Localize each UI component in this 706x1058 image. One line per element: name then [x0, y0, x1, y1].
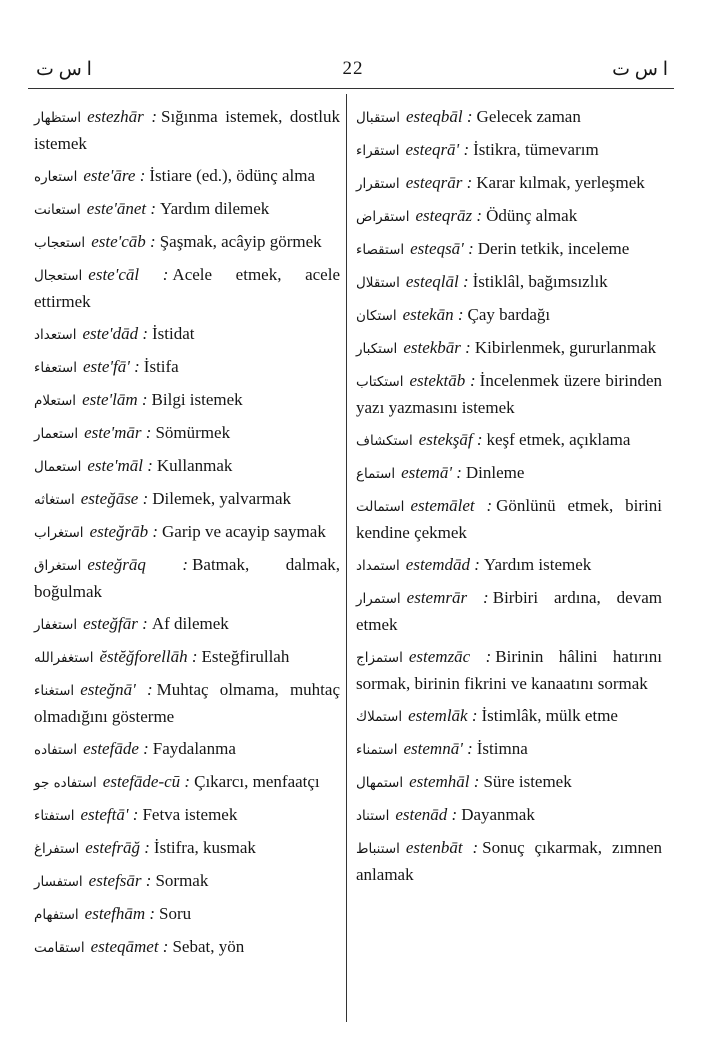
dictionary-entry: [356, 802, 662, 829]
entry-definition: Dilemek, yalvarmak: [152, 489, 292, 508]
dictionary-entry: [356, 644, 662, 697]
dictionary-entry: [356, 427, 662, 454]
entry-definition: Acele etmek, acele ettirmek: [34, 265, 340, 311]
entry-transliteration: esteftā' :: [80, 805, 139, 824]
dictionary-entry: [356, 493, 662, 546]
entry-transliteration: esteğnā' :: [80, 680, 153, 699]
entry-definition: Birinin hâlini hatırını sormak, birinin fikrini ve kanaatını sormak: [356, 647, 662, 693]
entry-transliteration: estefrāğ :: [85, 838, 150, 857]
entry-transliteration: esteqbāl :: [405, 107, 473, 126]
entry-transliteration: estemdād :: [405, 555, 480, 574]
entry-definition: Şaşmak, acâyip görmek: [159, 232, 322, 251]
entry-transliteration: estemālet :: [410, 496, 493, 515]
dictionary-entry: [356, 460, 662, 487]
entry-definition: İstidat: [151, 324, 195, 343]
entry-transliteration: esteqrā' :: [405, 140, 470, 159]
entry-definition: Muhtaç olmama, muhtaç olmadığını gösterme: [34, 680, 340, 726]
entry-arabic-headword: استفسار: [34, 874, 83, 890]
dictionary-entry: [34, 901, 340, 928]
entry-definition: Gönlünü etmek, birini kendine çekmek: [356, 496, 662, 542]
dictionary-entry: [34, 262, 340, 315]
left-column: [34, 104, 340, 967]
entry-arabic-headword: استعفاء: [34, 360, 77, 376]
dictionary-entry: [34, 354, 340, 381]
dictionary-entry: [34, 552, 340, 605]
entry-definition: İstifra, kusmak: [153, 838, 256, 857]
entry-arabic-headword: استكبار: [356, 341, 398, 357]
entry-definition: Yardım istemek: [483, 555, 592, 574]
entry-arabic-headword: استقرار: [356, 176, 400, 192]
entry-transliteration: estezhār :: [87, 107, 157, 126]
entry-arabic-headword: استعمال: [34, 459, 82, 475]
entry-arabic-headword: استماع: [356, 466, 396, 482]
entry-transliteration: esteqrār :: [405, 173, 473, 192]
header-rule: [28, 88, 674, 89]
entry-arabic-headword: استعمار: [34, 426, 79, 442]
entry-arabic-headword: استفهام: [34, 907, 79, 923]
entry-arabic-headword: استعداد: [34, 327, 77, 343]
dictionary-entry: [34, 420, 340, 447]
entry-arabic-headword: استعانت: [34, 202, 81, 218]
dictionary-entry: [356, 835, 662, 888]
entry-definition: Garip ve acayip saymak: [162, 522, 326, 541]
entry-definition: İstimna: [476, 739, 528, 758]
dictionary-entry: [34, 611, 340, 638]
entry-transliteration: esteğāse :: [80, 489, 149, 508]
entry-arabic-headword: استناد: [356, 808, 390, 824]
entry-arabic-headword: استغناء: [34, 683, 75, 699]
entry-transliteration: estemhāl :: [409, 772, 480, 791]
entry-arabic-headword: استغفرالله: [34, 650, 94, 666]
entry-arabic-headword: استقامت: [34, 940, 85, 956]
dictionary-entry: [34, 677, 340, 730]
entry-arabic-headword: استعجاب: [34, 235, 86, 251]
entry-definition: Bilgi istemek: [151, 390, 243, 409]
entry-transliteration: este'fā' :: [82, 357, 140, 376]
header-left-letters: ا س ت: [36, 59, 92, 80]
entry-definition: Sığınma istemek, dostluk istemek: [34, 107, 340, 153]
entry-definition: Dinleme: [465, 463, 525, 482]
dictionary-entry: [356, 137, 662, 164]
entry-definition: Birbiri ardına, devam etmek: [356, 588, 662, 634]
dictionary-entry: [34, 453, 340, 480]
entry-arabic-headword: استملاك: [356, 709, 403, 725]
entry-definition: Derin tetkik, inceleme: [477, 239, 630, 258]
entry-transliteration: estemzāc :: [408, 647, 492, 666]
dictionary-entry: [34, 196, 340, 223]
dictionary-entry: [34, 387, 340, 414]
dictionary-entry: [34, 321, 340, 348]
entry-transliteration: estekbār :: [403, 338, 471, 357]
entry-arabic-headword: استقلال: [356, 275, 400, 291]
dictionary-entry: [34, 104, 340, 157]
entry-definition: Karar kılmak, yerleşmek: [476, 173, 645, 192]
entry-transliteration: estemrār :: [406, 588, 489, 607]
column-divider: [346, 94, 347, 1022]
entry-definition: Süre istemek: [483, 772, 572, 791]
dictionary-entry: [34, 519, 340, 546]
entry-transliteration: este'māl :: [87, 456, 153, 475]
entry-arabic-headword: استكشاف: [356, 433, 413, 449]
entry-transliteration: estektāb :: [409, 371, 476, 390]
entry-arabic-headword: استغفار: [34, 617, 78, 633]
entry-transliteration: esteqrāz :: [415, 206, 483, 225]
entry-arabic-headword: استمزاج: [356, 650, 403, 666]
entry-definition: Kibirlenmek, gururlanmak: [474, 338, 657, 357]
dictionary-entry: [356, 269, 662, 296]
entry-definition: Yardım dilemek: [160, 199, 270, 218]
dictionary-entry: [356, 769, 662, 796]
entry-arabic-headword: استقراض: [356, 209, 410, 225]
entry-arabic-headword: استفراغ: [34, 841, 80, 857]
entry-definition: Esteğfirullah: [201, 647, 290, 666]
dictionary-entry: [34, 934, 340, 961]
entry-transliteration: este'cāb :: [91, 232, 156, 251]
entry-arabic-headword: استمداد: [356, 558, 400, 574]
entry-definition: Sormak: [155, 871, 209, 890]
entry-transliteration: esteğfār :: [83, 614, 148, 633]
entry-arabic-headword: استعاره: [34, 169, 78, 185]
entry-transliteration: este'ānet :: [86, 199, 157, 218]
dictionary-entry: [34, 868, 340, 895]
dictionary-entry: [34, 486, 340, 513]
entry-transliteration: estenbāt :: [405, 838, 479, 857]
dictionary-entry: [356, 170, 662, 197]
entry-arabic-headword: استكان: [356, 308, 397, 324]
entry-transliteration: estefhām :: [84, 904, 156, 923]
entry-definition: Sonuç çıkarmak, zımnen anlamak: [356, 838, 662, 884]
right-column: [356, 104, 662, 894]
entry-definition: İstiklâl, bağımsızlık: [472, 272, 608, 291]
entry-definition: Çay bardağı: [467, 305, 551, 324]
entry-arabic-headword: استقصاء: [356, 242, 405, 258]
entry-transliteration: este'dād :: [82, 324, 148, 343]
entry-definition: İstimlâk, mülk etme: [481, 706, 618, 725]
entry-definition: İstifa: [143, 357, 179, 376]
entry-transliteration: ĕstĕğforellāh :: [99, 647, 198, 666]
entry-transliteration: este'cāl :: [88, 265, 169, 284]
entry-definition: Kullanmak: [156, 456, 233, 475]
entry-arabic-headword: استعلام: [34, 393, 77, 409]
entry-transliteration: estefāde :: [83, 739, 149, 758]
entry-transliteration: esteğrāb :: [89, 522, 159, 541]
entry-transliteration: este'mār :: [84, 423, 152, 442]
entry-arabic-headword: استفاده جو: [34, 775, 97, 791]
entry-arabic-headword: استقراء: [356, 143, 400, 159]
dictionary-entry: [356, 585, 662, 638]
entry-arabic-headword: استنباط: [356, 841, 400, 857]
entry-transliteration: esteqāmet :: [90, 937, 169, 956]
dictionary-entry: [34, 163, 340, 190]
dictionary-entry: [34, 802, 340, 829]
entry-transliteration: esteqlāl :: [405, 272, 469, 291]
entry-transliteration: este'lām :: [82, 390, 148, 409]
entry-arabic-headword: استعجال: [34, 268, 83, 284]
entry-definition: Sömürmek: [155, 423, 231, 442]
entry-definition: Batmak, dalmak, boğulmak: [34, 555, 340, 601]
dictionary-entry: [356, 104, 662, 131]
entry-definition: Fetva istemek: [142, 805, 238, 824]
entry-arabic-headword: استغراق: [34, 558, 82, 574]
entry-transliteration: estemnā' :: [403, 739, 473, 758]
entry-transliteration: esteğrāq :: [87, 555, 189, 574]
dictionary-entry: [34, 736, 340, 763]
entry-arabic-headword: استمرار: [356, 591, 401, 607]
entry-transliteration: estemlāk :: [408, 706, 478, 725]
entry-definition: Dayanmak: [461, 805, 535, 824]
entry-definition: Af dilemek: [151, 614, 229, 633]
dictionary-entry: [356, 335, 662, 362]
entry-definition: Ödünç almak: [486, 206, 578, 225]
entry-definition: Sebat, yön: [172, 937, 245, 956]
entry-definition: Çıkarcı, menfaatçı: [194, 772, 320, 791]
entry-transliteration: estekşāf :: [418, 430, 483, 449]
dictionary-entry: [34, 835, 340, 862]
dictionary-entry: [356, 368, 662, 421]
entry-definition: İstiare (ed.), ödünç alma: [149, 166, 316, 185]
dictionary-entry: [356, 736, 662, 763]
dictionary-entry: [356, 552, 662, 579]
entry-arabic-headword: استكتاب: [356, 374, 404, 390]
entry-arabic-headword: استمهال: [356, 775, 404, 791]
entry-transliteration: estemā' :: [401, 463, 462, 482]
entry-arabic-headword: استغاثه: [34, 492, 75, 508]
entry-arabic-headword: استمناء: [356, 742, 398, 758]
entry-definition: İncelenmek üzere birinden yazı yazmasını istemek: [356, 371, 662, 417]
dictionary-entry: [356, 703, 662, 730]
entry-definition: keşf etmek, açıklama: [486, 430, 631, 449]
entry-transliteration: estenād :: [395, 805, 458, 824]
entry-definition: Soru: [159, 904, 192, 923]
entry-transliteration: esteqsā' :: [410, 239, 474, 258]
header-right-letters: ا س ت: [612, 59, 668, 80]
entry-definition: Faydalanma: [152, 739, 236, 758]
dictionary-entry: [34, 644, 340, 671]
dictionary-entry: [34, 229, 340, 256]
dictionary-entry: [356, 302, 662, 329]
dictionary-entry: [356, 236, 662, 263]
entry-definition: İstikra, tümevarım: [473, 140, 599, 159]
entry-arabic-headword: استمالت: [356, 499, 405, 515]
entry-transliteration: estekān :: [402, 305, 464, 324]
entry-arabic-headword: استغراب: [34, 525, 84, 541]
dictionary-entry: [34, 769, 340, 796]
dictionary-entry: [356, 203, 662, 230]
entry-arabic-headword: استقبال: [356, 110, 400, 126]
entry-definition: Gelecek zaman: [476, 107, 581, 126]
entry-arabic-headword: استفتاء: [34, 808, 75, 824]
entry-transliteration: estefsār :: [88, 871, 152, 890]
entry-transliteration: este'āre :: [83, 166, 146, 185]
entry-transliteration: estefāde-cū :: [102, 772, 191, 791]
entry-arabic-headword: استظهار: [34, 110, 82, 126]
entry-arabic-headword: استفاده: [34, 742, 78, 758]
page-number: 22: [342, 58, 364, 79]
